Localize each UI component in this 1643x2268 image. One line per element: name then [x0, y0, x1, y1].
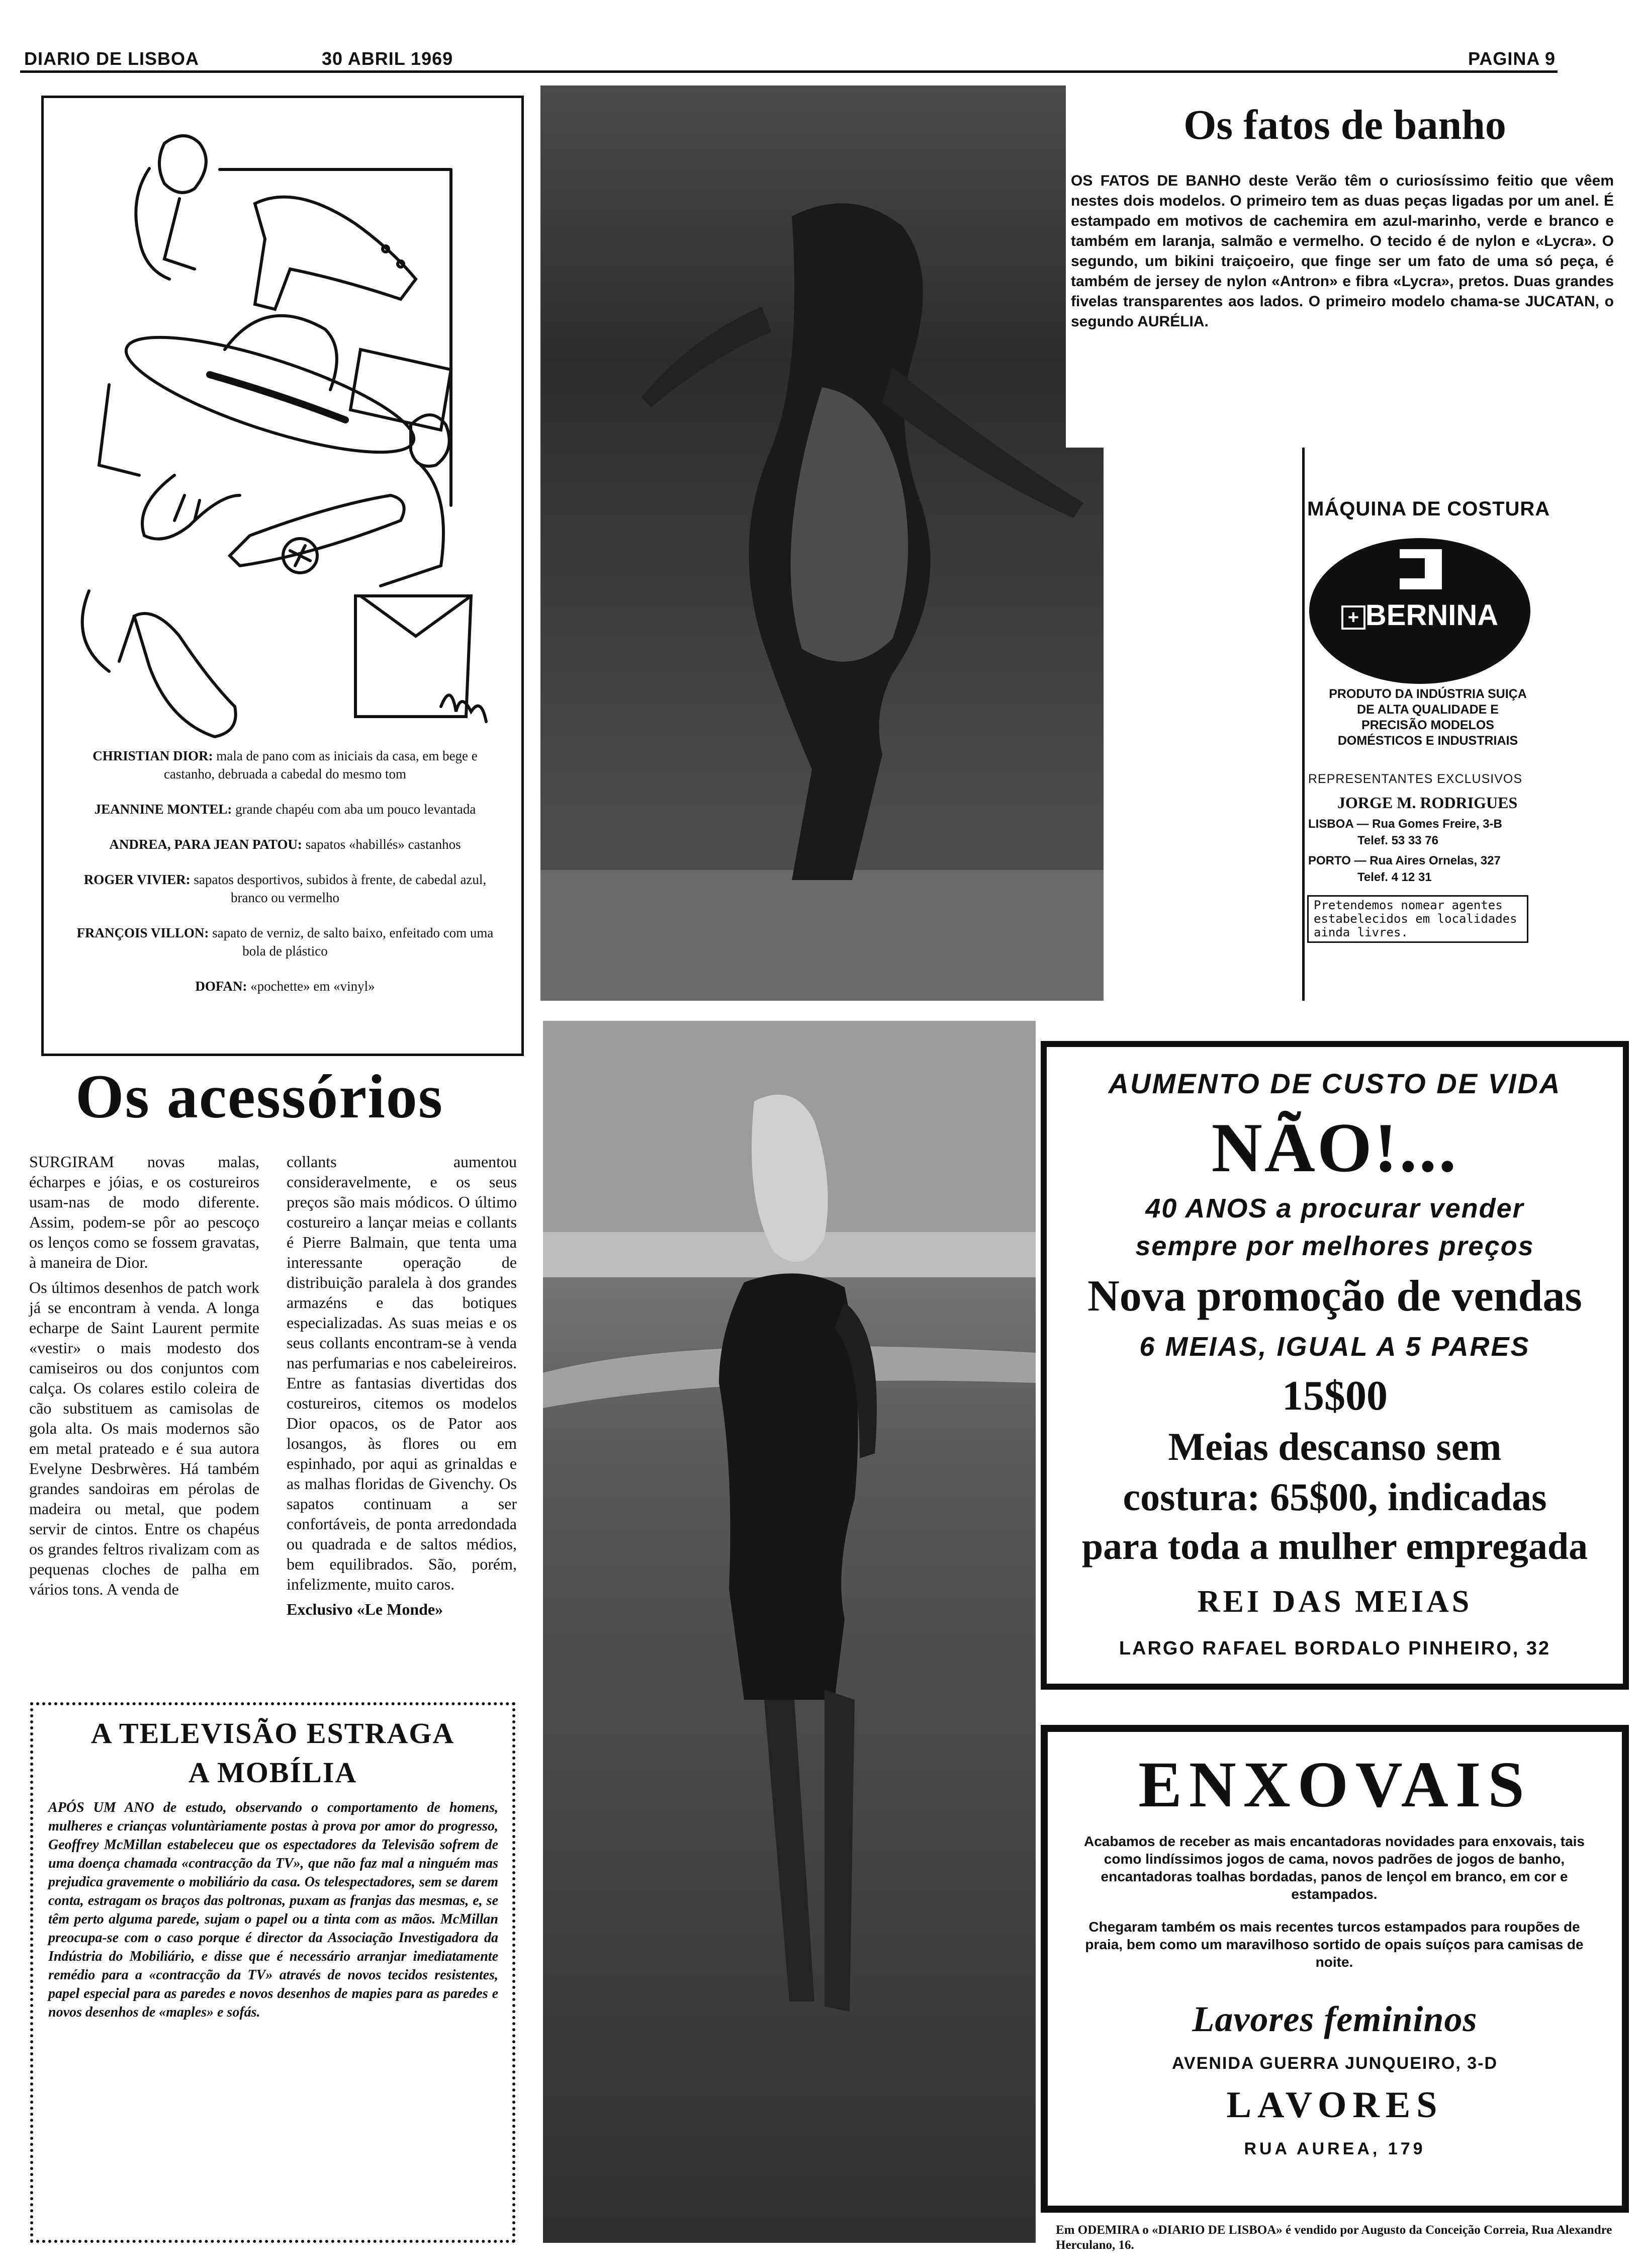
footer-note: Em ODEMIRA o «DIARIO DE LISBOA» é vendido por Augusto da Conceição Correia, Rua Alexandre Herculano, 16. [1056, 2223, 1612, 2252]
sewing-machine-icon-cut [1400, 558, 1425, 578]
bernina-lisboa-tel: Telef. 53 33 76 [1357, 834, 1438, 847]
televisao-title-1: A TELEVISÃO ESTRAGA [90, 1717, 455, 1750]
enxovais-address-2: RUA AUREA, 179 [1244, 2139, 1426, 2158]
meias-line5: Nova promoção de vendas [1087, 1272, 1582, 1321]
bernina-heading: MÁQUINA DE COSTURA [1307, 498, 1550, 520]
bernina-agents-note: Pretendemos nomear agentes estabelecidos em localidades ainda livres. [1307, 895, 1528, 943]
bernina-rep-label: REPRESENTANTES EXCLUSIVOS [1308, 772, 1523, 786]
meias-line12: LARGO RAFAEL BORDALO PINHEIRO, 32 [1119, 1638, 1551, 1659]
accessories-illustration [59, 113, 511, 757]
header-rule [20, 70, 1558, 73]
meias-line7: 15$00 [1282, 1372, 1388, 1419]
enxovais-body-2: Chegaram também os mais recentes turcos estampados para roupões de praia, bem como um maravilhoso sortido de opais suíços para camisas de noite. [1085, 1919, 1584, 1970]
byline: Exclusivo «Le Monde» [287, 1600, 443, 1618]
page-number: PAGINA 9 [1468, 48, 1556, 69]
bernina-description: PRODUTO DA INDÚSTRIA SUIÇA DE ALTA QUALIDADE E PRECISÃO MODELOS DOMÉSTICOS E INDUSTRIAIS [1329, 687, 1527, 748]
enxovais-body-1: Acabamos de receber as mais encantadoras novidades para enxovais, tais como lindíssimos jogos de cama, novos padrões de jogos de banho, encantadoras toalhas bordadas, panos de lençol em branco, em cor e estampados. [1083, 1834, 1585, 1902]
acessorios-column-1 [29, 1152, 259, 1604]
caption-item: DOFAN: «pochette» em «vinyl» [195, 979, 375, 994]
enxovais-address: AVENIDA GUERRA JUNQUEIRO, 3-D [1171, 2054, 1498, 2073]
caption-item: ROGER VIVIER: sapatos desportivos, subidos à frente, de cabedal azul, branco ou vermelho [83, 872, 487, 905]
bernina-ad [1307, 493, 1619, 996]
meias-line1: AUMENTO DE CUSTO DE VIDA [1108, 1068, 1562, 1099]
fatos-body: OS FATOS DE BANHO deste Verão têm o curiosíssimo feitio que vêem nestes dois modelos. O primeiro tem as duas peças ligadas por um anel. É estampado em motivos de cachemira em azul-marinho, verde e branco e também em laranja, salmão e vermelho. O tecido é de nylon e «Lycra». O segundo, um bikini traiçoeiro, que finge ser um fato de uma só peça, é também de jersey de nylon «Antron» e fibra «Lycra», pretos. Duas grandes fivelas transparentes aos lados. O primeiro modelo chama-se JUCATAN, o segundo AURÉLIA. [1071, 172, 1614, 330]
meias-line9: costura: 65$00, indicadas [1123, 1475, 1547, 1519]
meias-line2: NÃO!... [1211, 1109, 1458, 1187]
meias-line10: para toda a mulher empregada [1081, 1525, 1588, 1567]
bernina-porto-tel: Telef. 4 12 31 [1357, 870, 1432, 884]
bikini-figure [543, 1021, 1036, 2243]
fatos-title: Os fatos de banho [1183, 102, 1506, 148]
bernina-rep-name: JORGE M. RODRIGUES [1337, 794, 1518, 812]
meias-line6: 6 MEIAS, IGUAL A 5 PARES [1139, 1332, 1530, 1362]
paragraph: collants aumentou consideravelmente, e os seus preços são mais módicos. O último costureiro a lançar meias e collants é Pierre Balmain, que tenta uma interessante operação de distribuição paralela à dos grandes armazéns e das botiques especializadas. As suas meias e os seus collants encontram-se à venda nas perfumarias e nos cabeleireiros. Entre as fantasias divertidas dos costureiros, citemos os modelos Dior opacos, os de Pator aos losangos, às flores ou em espinhado, por aqui as grinaldas e as malhas floridas de Givenchy. Os sapatos continuam a ser confortáveis, de ponta arredondada ou quadrada e de saltos médios, bem equilibrados. São, porém, infelizmente, muito caros. [287, 1153, 517, 1593]
meias-line4: sempre por melhores preços [1135, 1231, 1534, 1261]
bernina-lisboa: LISBOA — Rua Gomes Freire, 3-B [1308, 817, 1502, 831]
televisao-box [30, 1702, 515, 2243]
swimsuit-photo-2 [543, 1021, 1036, 2243]
televisao-body: APÓS UM ANO de estudo, observando o comportamento de homens, mulheres e crianças voluntàriamente postas à prova por amor do progresso, Geoffrey McMillan estabeleceu que os espectadores da Televisão sofrem de uma doença chamada «contracção da TV», que não faz mal a ninguém mas prejudica gravemente o mobiliário da casa. Os telespectadores, sem se darem conta, estragam os braços das poltronas, puxam as franjas das mesmas, e, se têm perto alguma parede, sujam o papel ou a tinta com as mãos. McMillan preocupa-se com o caso porque é director da Associação Investigadora da Indústria do Mobiliário, e disse que é necessário arranjar imediatamente remédio para a «contracção da TV» através de novos tecidos resistentes, papel especial para as paredes e novos desenhos de mapies para as paredes e novos desenhos de «maples» e sofás. [48, 1800, 498, 2020]
enxovais-signature: Lavores femininos [1192, 1999, 1478, 2039]
bernina-divider [1302, 448, 1305, 1001]
meias-ad [1041, 1041, 1629, 1690]
bernina-brand: + BERNINA [1309, 598, 1530, 632]
enxovais-brand: LAVORES [1226, 2084, 1443, 2126]
bernina-logo [1309, 538, 1530, 684]
meias-line8: Meias descanso sem [1168, 1425, 1502, 1468]
acessorios-column-2 [287, 1152, 517, 1624]
swimsuit-figure [540, 85, 1104, 1001]
caption-item: CHRISTIAN DIOR: mala de pano com as iniciais da casa, em bege e castanho, debruada a cabedal do mesmo tom [93, 748, 478, 781]
issue-date: 30 ABRIL 1969 [322, 48, 453, 69]
accessories-captions [69, 747, 501, 1012]
swimsuit-photo-1 [540, 85, 1104, 1001]
paragraph: Os últimos desenhos de patch work já se encontram à venda. A longa echarpe de Saint Laurent permite «vestir» o mais modesto dos camiseiros ou dos conjuntos com calça. Os colares estilo coleira de cão substituem as camisolas de gola alta. Os mais modernos são em metal prateado e é sua autora Evelyne Desbrwères. Há também grandes sandoiras em pérolas de madeira ou metal, que podem servir de cintos. Entre os chapéus os grandes feltros rivalizam com as pequenas cloches de palha em vários tons. A venda de [29, 1278, 259, 1598]
paragraph: SURGIRAM novas malas, écharpes e jóias, e os costureiros usam-nas de modo diferente. Assim, podem-se pôr ao pescoço os lenços como se fossem gravatas, à maneira de Dior. [29, 1153, 259, 1271]
caption-item: JEANNINE MONTEL: grande chapéu com aba um pouco levantada [94, 802, 476, 817]
acessorios-title: Os acessórios [75, 1062, 444, 1131]
bernina-porto: PORTO — Rua Aires Ornelas, 327 [1308, 854, 1501, 867]
caption-item: ANDREA, PARA JEAN PATOU: sapatos «habillés» castanhos [109, 837, 461, 852]
televisao-title-2: A MOBÍLIA [188, 1756, 357, 1789]
fatos-panel [1066, 85, 1624, 448]
swiss-cross-icon: + [1341, 605, 1365, 630]
meias-line3: 40 ANOS a procurar vender [1145, 1193, 1524, 1224]
enxovais-ad [1041, 1725, 1629, 2213]
meias-line11: REI DAS MEIAS [1197, 1585, 1473, 1619]
enxovais-title: ENXOVAIS [1138, 1749, 1531, 1821]
caption-item: FRANÇOIS VILLON: sapato de verniz, de salto baixo, enfeitado com uma bola de plástico [76, 925, 494, 958]
newspaper-name: DIARIO DE LISBOA [24, 48, 200, 69]
fashion-accessories-box [41, 96, 524, 1056]
